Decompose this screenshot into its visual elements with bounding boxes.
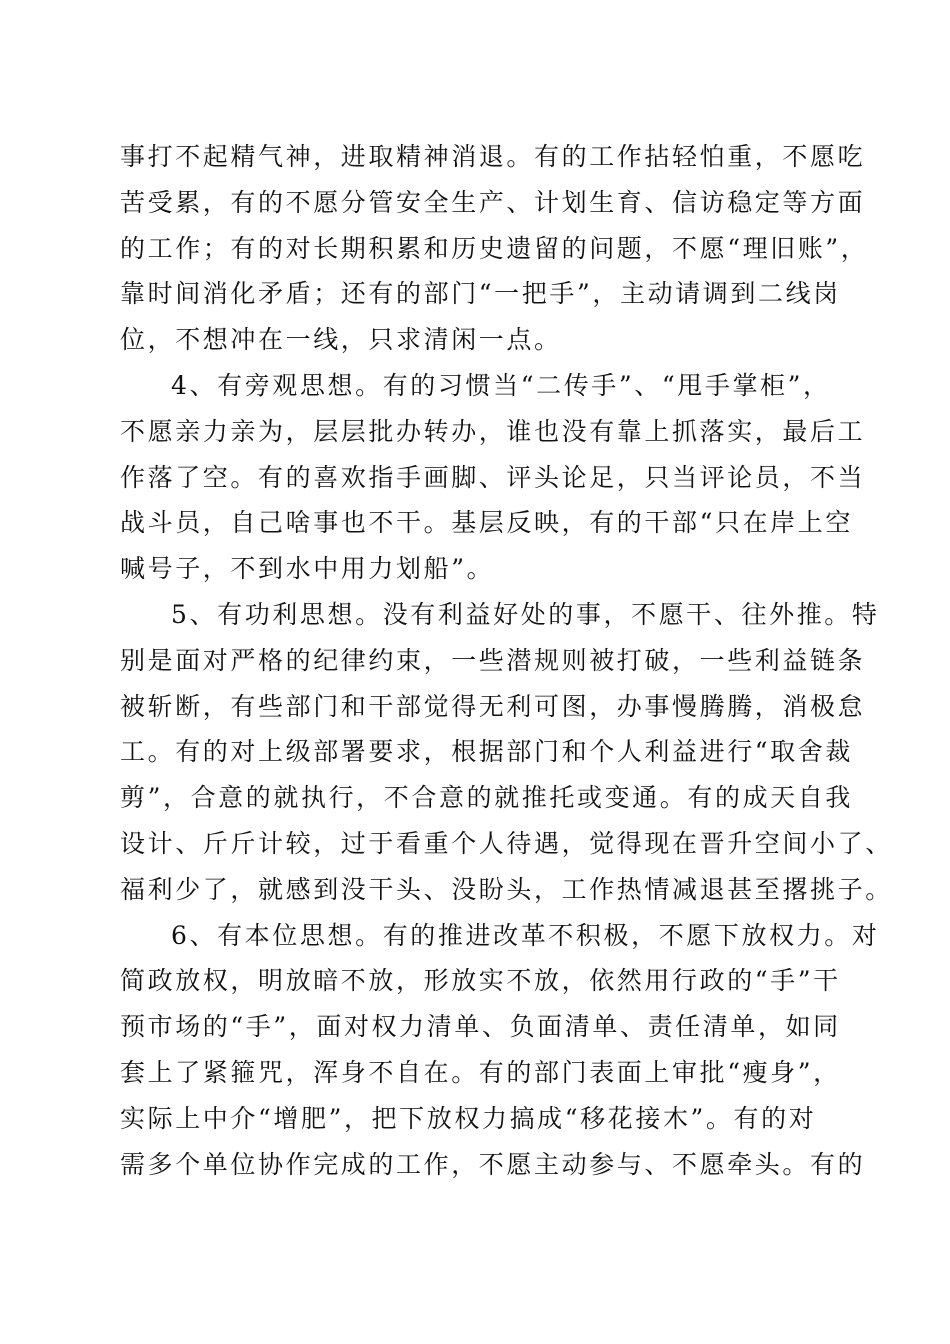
paragraph-6 bbox=[120, 913, 880, 1188]
text-line: 简政放权，明放暗不放，形放实不放，依然用行政的“手”干 bbox=[120, 966, 841, 996]
text-line: 位，不想冲在一线，只求清闲一点。 bbox=[120, 325, 562, 355]
text-line: 4、有旁观思想。有的习惯当“二传手”、“甩手掌柜”， bbox=[171, 370, 831, 400]
text-line: 预市场的“手”，面对权力清单、负面清单、责任清单，如同 bbox=[120, 1012, 841, 1042]
text-line: 不愿亲力亲为，层层批办转办，谁也没有靠上抓落实，最后工 bbox=[120, 416, 866, 446]
text-line: 事打不起精气神，进取精神消退。有的工作拈轻怕重，不愿吃 bbox=[120, 142, 866, 171]
text-line: 靠时间消化矛盾；还有的部门“一把手”，主动请调到二线岗 bbox=[120, 279, 841, 309]
text-line: 套上了紧箍咒，浑身不自在。有的部门表面上审批“瘦身”， bbox=[120, 1057, 841, 1087]
text-line: 工。有的对上级部署要求，根据部门和个人利益进行“取舍裁 bbox=[120, 737, 853, 767]
text-line: 需多个单位协作完成的工作，不愿主动参与、不愿牵头。有的 bbox=[120, 1149, 866, 1179]
paragraph-5 bbox=[120, 592, 893, 913]
paragraph-continuation bbox=[120, 134, 869, 363]
text-line: 被斩断，有些部门和干部觉得无利可图，办事慢腾腾，消极怠 bbox=[120, 691, 866, 721]
body-text bbox=[120, 134, 893, 1187]
text-line: 5、有功利思想。没有利益好处的事，不愿干、往外推。特 bbox=[171, 599, 880, 629]
text-line: 喊号子，不到水中用力划船”。 bbox=[120, 554, 495, 584]
text-line: 别是面对严格的纪律约束，一些潜规则被打破，一些利益链条 bbox=[120, 645, 866, 675]
paragraph-4 bbox=[120, 363, 866, 592]
text-line: 实际上中介“增肥”，把下放权力搞成“移花接木”。有的对 bbox=[120, 1103, 817, 1133]
text-line: 战斗员，自己啥事也不干。基层反映，有的干部“只在岸上空 bbox=[120, 508, 853, 538]
text-line: 6、有本位思想。有的推进改革不积极，不愿下放权力。对 bbox=[171, 920, 880, 950]
text-line: 剪”，合意的就执行，不合意的就推托或变通。有的成天自我 bbox=[120, 783, 853, 813]
text-line: 福利少了，就感到没干头、没盼头，工作热情减退甚至撂挑子。 bbox=[120, 874, 893, 904]
text-line: 的工作；有的对长期积累和历史遗留的问题，不愿“理旧账”， bbox=[120, 233, 869, 263]
text-line: 苦受累，有的不愿分管安全生产、计划生育、信访稳定等方面 bbox=[120, 187, 866, 217]
text-line: 设计、斤斤计较，过于看重个人待遇，觉得现在晋升空间小了、 bbox=[120, 828, 893, 858]
text-line: 作落了空。有的喜欢指手画脚、评头论足，只当评论员，不当 bbox=[120, 462, 866, 492]
